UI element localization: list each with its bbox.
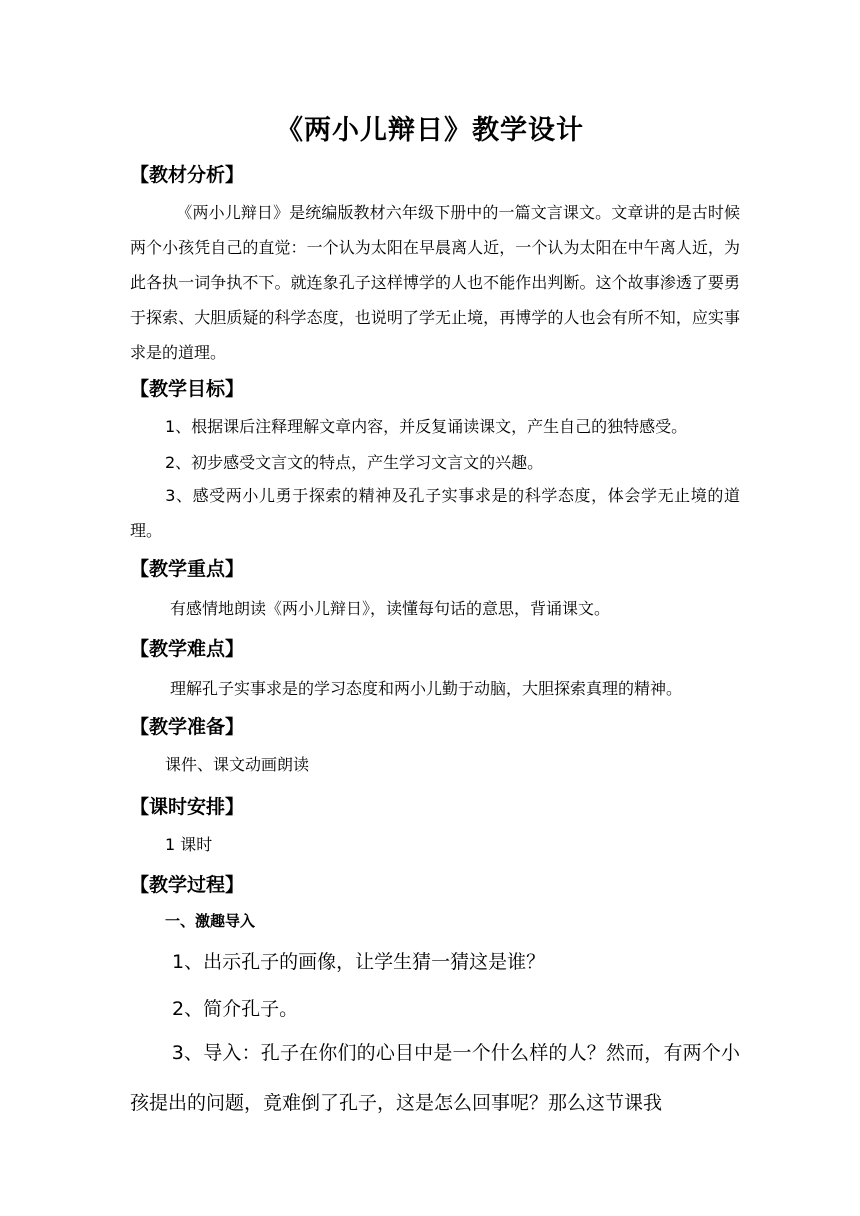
document-title: 《两小儿辩日》教学设计 — [276, 115, 584, 146]
process-subheading: 一、激趣导入 — [165, 912, 256, 930]
process-item-1: 1、出示孔子的画像，让学生猜一猜这是谁？ — [172, 951, 546, 973]
process-item-2: 2、简介孔子。 — [172, 998, 299, 1020]
key-points-text: 有感情地朗读《两小儿辩日》，读懂每句话的意思，背诵课文。 — [170, 599, 611, 618]
schedule-text: 1 课时 — [165, 835, 213, 854]
section-heading-key-points: 【教学重点】 — [130, 558, 245, 580]
process-item-3: 3、导入：孔子在你们的心目中是一个什么样的人？然而，有两个小孩提出的问题，竟难倒了孔子，这是怎么回事呢？那么这节课我 — [130, 1042, 740, 1114]
analysis-paragraph: 《两小儿辩日》是统编版教材六年级下册中的一篇文言课文。文章讲的是古时候两个小孩凭自己的直觉：一个认为太阳在早晨离人近，一个认为太阳在中午离人近，为此各执一词争执不下。就连象孔子这样博学的人也不能作出判断。这个故事渗透了要勇于探索、大胆质疑的科学态度，也说明了学无止境，再博学的人也会有所不知，应实事求是的道理。 — [130, 203, 740, 362]
section-heading-process: 【教学过程】 — [130, 874, 245, 896]
section-heading-difficulties: 【教学难点】 — [130, 638, 245, 660]
preparation-text: 课件、课文动画朗读 — [165, 755, 310, 774]
section-heading-goals: 【教学目标】 — [130, 378, 245, 400]
section-heading-analysis: 【教材分析】 — [130, 164, 245, 186]
goal-item-2: 2、初步感受文言文的特点，产生学习文言文的兴趣。 — [165, 453, 544, 472]
goal-item-3: 3、感受两小儿勇于探索的精神及孔子实事求是的科学态度，体会学无止境的道理。 — [130, 486, 740, 540]
difficulties-text: 理解孔子实事求是的学习态度和两小儿勤于动脑，大胆探索真理的精神。 — [170, 679, 683, 698]
section-heading-preparation: 【教学准备】 — [130, 716, 245, 738]
section-heading-schedule: 【课时安排】 — [130, 796, 245, 818]
goal-item-1: 1、根据课后注释理解文章内容，并反复诵读课文，产生自己的独特感受。 — [165, 417, 688, 436]
